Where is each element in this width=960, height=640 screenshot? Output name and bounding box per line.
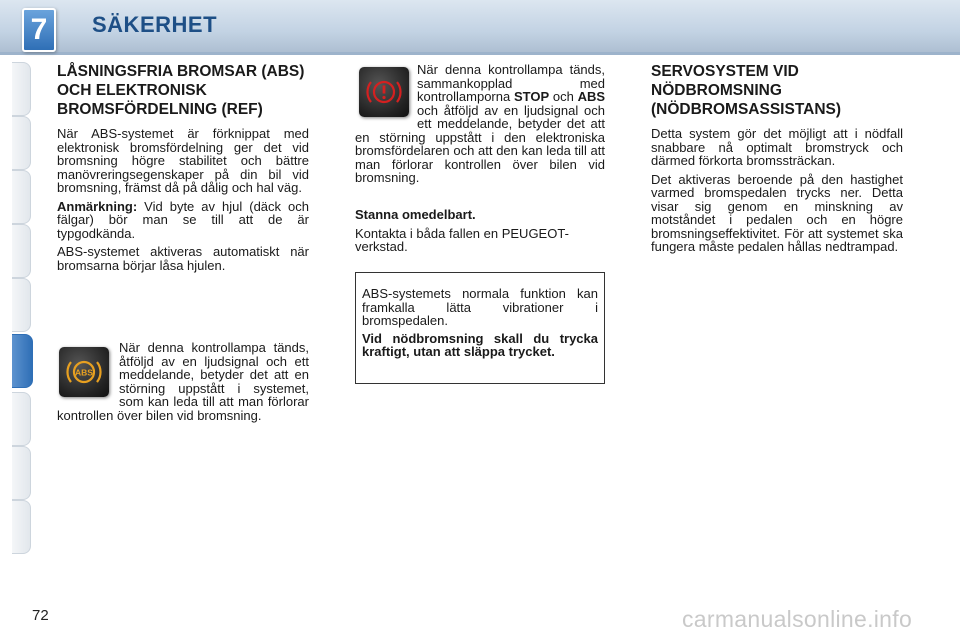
chapter-tab[interactable] [12,224,31,278]
brake-assist-p2: Det aktiveras beroende på den hastighet varmed bromspedalen trycks ner. Detta visar sig genom en minskning av motståndet i pedalen och en högre bromsningseffektivitet. För att systemet ska fungera måste pedalen hållas nedtrampad. [651,171,903,254]
note-text: Vid byte av hjul (däck och fälgar) bör man se till att de är typgodkända. [57,198,309,241]
stop-label: STOP [513,89,550,104]
abs-label: ABS [577,89,606,104]
page-header [0,0,960,55]
abs-note [57,200,309,241]
abs-intro: När ABS-systemet är förknippat med elektronisk bromsfördelning ger det vid bromsning högre stabilitet och bättre manövreringsegenskaper på din bil vid bromsning, främst då på dålig och hal väg. [57,126,309,195]
chapter-tab[interactable] [12,500,31,554]
chapter-tabs [12,62,34,572]
abs-section [57,62,309,277]
emergency-braking-note: Vid nödbromsning skall du trycka kraftigt, utan att släppa trycket. [362,330,598,359]
note-label: Anmärkning: [57,198,138,214]
ref-section [355,63,605,190]
abs-lamp-text-block [57,341,309,427]
ref-lamp-text: När denna kontrollampa tänds, sammankopplad med kontrollamporna STOP och ABS och åtföljd av en ljudsignal och ett meddelande, betyder det att en störning uppstått i den elektroniska bromsfördelaren och att den kan leda till att man förlorar kontrollen över bilen vid bromsning. [355,62,606,185]
brake-assist-heading: SERVOSYSTEM VID NÖDBROMSNING (NÖDBROMSASSISTANS) [651,63,842,118]
abs-activation: ABS-systemet aktiveras automatiskt när bromsarna börjar låsa hjulen. [57,244,309,273]
page-number: 72 [32,607,49,624]
brake-assist-p1: Detta system gör det möjligt att i nödfall snabbare nå optimalt bromstryck och därmed förkorta bromssträckan. [651,126,903,168]
chapter-tab-active[interactable] [12,334,33,388]
chapter-tab[interactable] [12,278,31,332]
brake-assist-section [651,62,903,259]
stop-instructions [355,208,605,259]
abs-vibration-note: ABS-systemets normala funktion kan framkalla lätta vibrationer i bromspedalen. [362,286,598,328]
chapter-badge: 7 [22,8,56,52]
stop-now: Stanna omedelbart. [355,207,476,222]
chapter-tab[interactable] [12,62,31,116]
page-title: SÄKERHET [92,12,218,37]
abs-icon-label: ABS [75,367,93,378]
chapter-tab[interactable] [12,116,31,170]
watermark: carmanualsonline.info [682,606,913,632]
chapter-tab[interactable] [12,446,31,500]
contact-dealer: Kontakta i båda fallen en PEUGEOT-verkstad. [355,225,569,254]
chapter-tab[interactable] [12,392,31,446]
chapter-tab[interactable] [12,170,31,224]
abs-lamp-text: När denna kontrollampa tänds, åtföljd av en ljudsignal och ett meddelande, betyder det att en störning uppstått i systemet, som kan leda till att man förlorar kontrollen över bilen vid bromsning. [57,340,309,423]
abs-info-box [355,272,605,384]
abs-heading: LÅSNINGSFRIA BROMSAR (ABS) OCH ELEKTRONISK BROMSFÖRDELNING (REF) [57,63,305,118]
